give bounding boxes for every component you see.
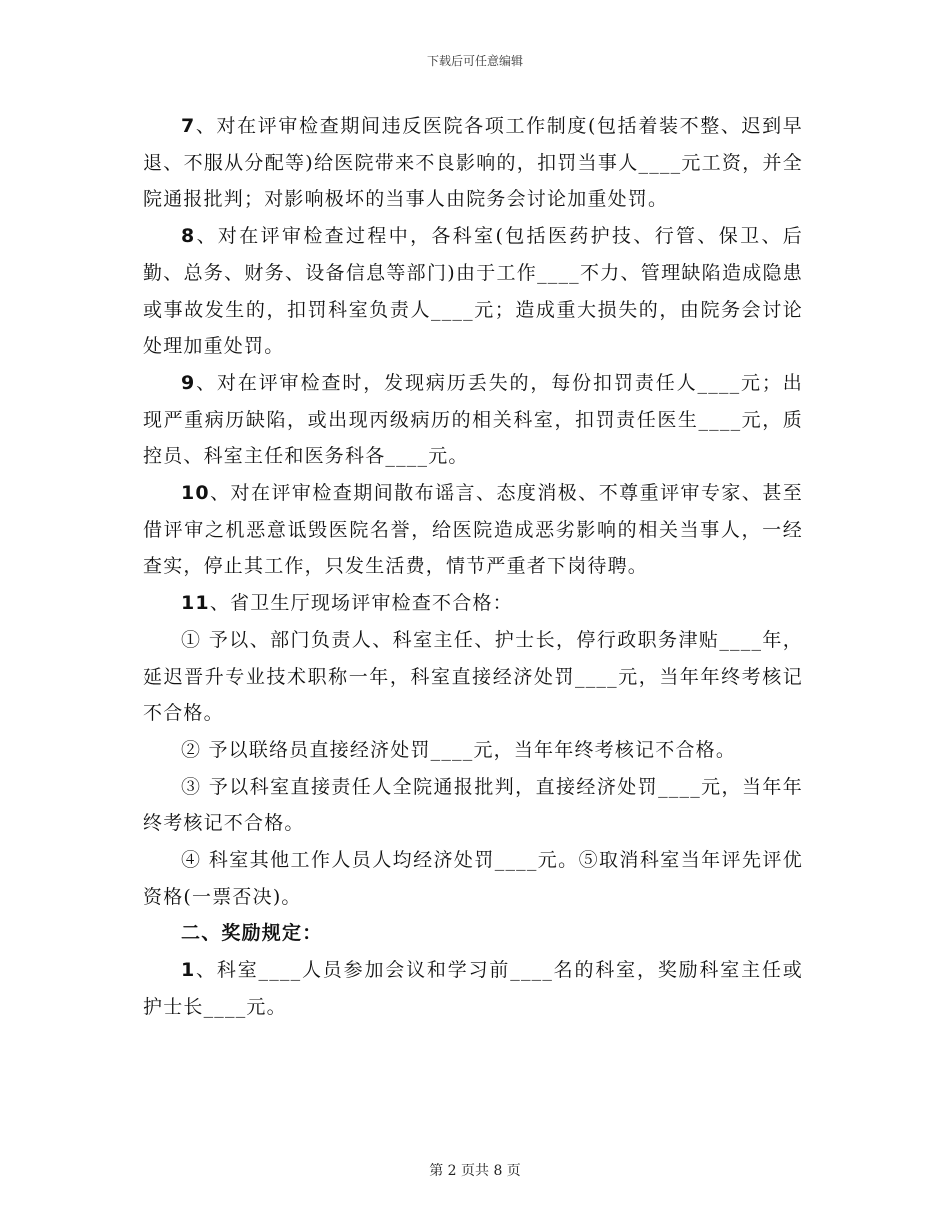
clause-number: 10	[181, 482, 210, 505]
document-body	[143, 108, 803, 1026]
section-heading: 二、奖励规定：	[181, 922, 323, 945]
clause-7	[143, 108, 803, 218]
page-header: 下载后可任意编辑	[426, 54, 523, 68]
clause-text: 、科室____人员参加会议和学习前____名的科室，奖励科室主任或护士长____元。	[143, 959, 803, 1018]
sub-item-3: ③ 予以科室直接责任人全院通报批判，直接经济处罚____元，当年年终考核记不合格。	[143, 775, 803, 835]
clause-number: 7	[181, 115, 196, 137]
clause-number: 9	[181, 371, 196, 394]
clause-text: 、对在评审检查期间违反医院各项工作制度(包括着装不整、迟到早退、不服从分配等)给医院带来不良影响的，扣罚当事人____元工资，并全院通报批判；对影响极坏的当事人由院务会讨论加重处罚。	[143, 115, 803, 211]
clause-9	[143, 365, 803, 475]
clause-11	[143, 585, 803, 622]
sub-item-4: ④ 科室其他工作人员人均经济处罚____元。⑤取消科室当年评先评优资格(一票否决)。	[143, 849, 803, 908]
clause-number: 11	[181, 592, 210, 615]
clause-number: 8	[181, 225, 196, 248]
clause-text: 、对在评审检查期间散布谣言、态度消极、不尊重评审专家、甚至借评审之机恶意诋毁医院名誉，给医院造成恶劣影响的相关当事人，一经查实，停止其工作，只发生活费，情节严重者下岗待聘。	[143, 482, 803, 578]
clause-number: 1	[181, 959, 196, 982]
clause-8	[143, 218, 803, 365]
page-footer: 第 2 页共 8 页	[429, 1163, 521, 1179]
sub-item-1: ① 予以、部门负责人、科室主任、护士长，停行政职务津贴____年，延迟晋升专业技术职称一年，科室直接经济处罚____元，当年年终考核记不合格。	[143, 628, 803, 725]
reward-clause-1	[143, 952, 803, 1025]
clause-text: 、省卫生厅现场评审检查不合格：	[209, 592, 513, 615]
clause-10	[143, 475, 803, 585]
clause-text: 、对在评审检查时，发现病历丢失的，每份扣罚责任人____元；出现严重病历缺陷，或出现丙级病历的相关科室，扣罚责任医生____元，质控员、科室主任和医务科各____元。	[143, 371, 803, 468]
sub-item-2: ② 予以联络员直接经济处罚____元，当年年终考核记不合格。	[181, 738, 737, 761]
clause-text: 、对在评审检查过程中，各科室(包括医药护技、行管、保卫、后勤、总务、财务、设备信息等部门)由于工作____不力、管理缺陷造成隐患或事故发生的，扣罚科室负责人____元；造成重大损失的，由院务会讨论处理加重处罚。	[143, 225, 803, 358]
